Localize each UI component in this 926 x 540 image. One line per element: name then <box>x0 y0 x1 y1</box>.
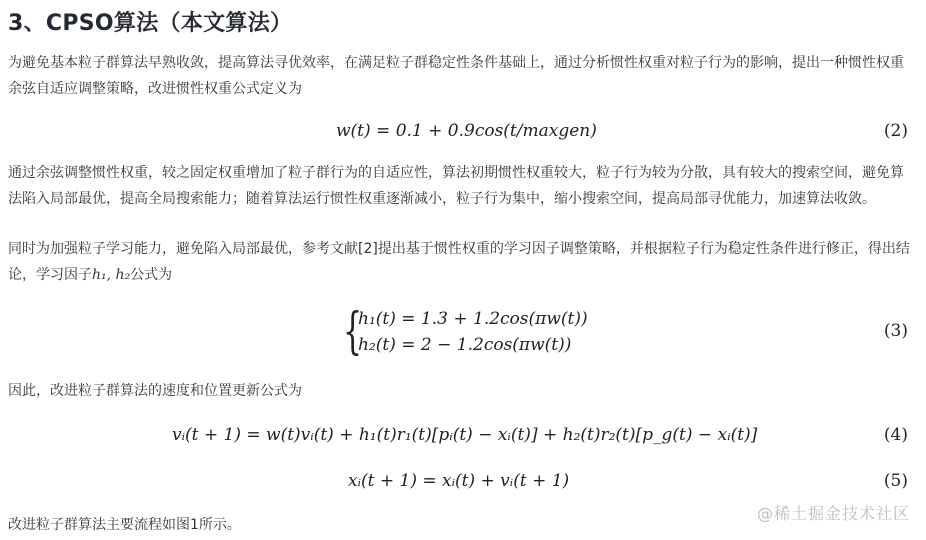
paragraph-intro: 为避免基本粒子群算法早熟收敛，提高算法寻优效率，在满足粒子群稳定性条件基础上，通过分析惯性权重对粒子行为的影响，提出一种惯性权重余弦自适应调整策略，改进惯性权重公式定义为 <box>8 55 904 97</box>
equation-5-number: (5) <box>883 471 908 491</box>
equation-3-number: (3) <box>883 321 908 341</box>
equation-5-body: xᵢ(t + 1) = xᵢ(t) + vᵢ(t + 1) <box>348 471 570 491</box>
equation-3 <box>0 304 926 360</box>
section-heading: 3、CPSO算法（本文算法） <box>8 11 293 36</box>
equation-2-body: w(t) = 0.1 + 0.9cos(t/maxgen) <box>336 121 597 141</box>
equation-3-line-2: h₂(t) = 2 − 1.2cos(πw(t)) <box>358 335 572 355</box>
equation-2 <box>0 116 926 146</box>
paragraph-flow-reference: 改进粒子群算法主要流程如图1所示。 <box>8 517 241 533</box>
paragraph-learning-factor <box>8 236 916 288</box>
site-watermark: @稀土掘金技术社区 <box>756 504 910 523</box>
paragraph-cosine-explanation: 通过余弦调整惯性权重，较之固定权重增加了粒子群行为的自适应性，算法初期惯性权重较大，粒子行为较为分散，具有较大的搜索空间，避免算法陷入局部最优，提高全局搜索能力；随着算法运行惯性权重逐渐减小，粒子行为集中，缩小搜索空间，提高局部寻优能力，加速算法收敛。 <box>8 165 904 207</box>
equation-4-number: (4) <box>883 425 908 445</box>
paragraph-learning-factor-tail: 公式为 <box>130 267 173 283</box>
paragraph-update-intro: 因此，改进粒子群算法的速度和位置更新公式为 <box>8 383 302 399</box>
paragraph-learning-factor-text: 同时为加强粒子学习能力，避免陷入局部最优，参考文献[2]提出基于惯性权重的学习因子调整策略，并根据粒子行为稳定性条件进行修正，得出结论，学习因子 <box>8 241 910 283</box>
equation-4-body: vᵢ(t + 1) = w(t)vᵢ(t) + h₁(t)r₁(t)[pᵢ(t) − xᵢ(t)] + h₂(t)r₂(t)[p_g(t) − xᵢ(t)] <box>172 425 758 445</box>
equation-4 <box>0 420 926 450</box>
equation-3-brace: { <box>343 302 363 360</box>
equation-3-line-1: h₁(t) = 1.3 + 1.2cos(πw(t)) <box>358 309 588 329</box>
equation-5 <box>0 466 926 496</box>
equation-2-number: (2) <box>883 121 908 141</box>
learning-factor-symbols: h₁, h₂ <box>92 267 131 283</box>
